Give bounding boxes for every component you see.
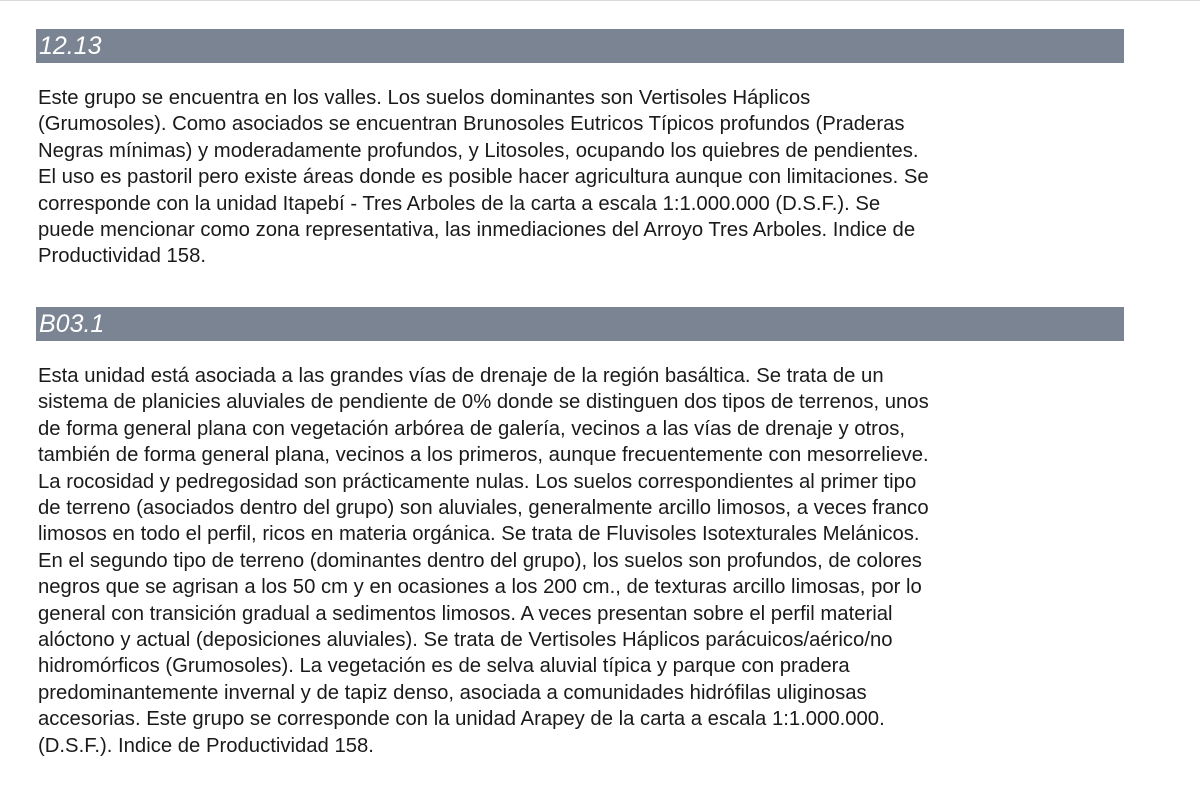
text-line: (D.S.F.). Indice de Productividad 158. <box>38 734 374 757</box>
text-line: de terreno (asociados dentro del grupo) son aluviales, generalmente arcillo limosos, a veces franco <box>38 497 929 520</box>
section-code-label: 12.13 <box>39 32 102 60</box>
text-line: alóctono y actual (deposiciones aluviales). Se trata de Vertisoles Háplicos parácuicos/aérico/no <box>38 629 893 652</box>
text-line: En el segundo tipo de terreno (dominantes dentro del grupo), los suelos son profundos, de colores <box>38 549 922 572</box>
section-header-bar <box>36 29 1124 63</box>
section-code-label: B03.1 <box>39 310 105 338</box>
section-description <box>38 363 1138 759</box>
text-line: (Grumosoles). Como asociados se encuentran Brunosoles Eutricos Típicos profundos (Praderas <box>38 113 905 136</box>
section-header-bar <box>36 307 1124 341</box>
text-line: Este grupo se encuentra en los valles. Los suelos dominantes son Vertisoles Háplicos <box>38 87 811 109</box>
text-line: El uso es pastoril pero existe áreas donde es posible hacer agricultura aunque con limitaciones. Se <box>38 166 929 189</box>
text-line: accesorias. Este grupo se corresponde con la unidad Arapey de la carta a escala 1:1.000.000. <box>38 708 885 731</box>
section-description <box>38 85 1138 270</box>
text-line: sistema de planicies aluviales de pendiente de 0% donde se distinguen dos tipos de terrenos, unos <box>38 391 929 414</box>
text-line: limosos en todo el perfil, ricos en materia orgánica. Se trata de Fluvisoles Isotexturales Melánicos. <box>38 523 920 546</box>
text-line: general con transición gradual a sedimentos limosos. A veces presentan sobre el perfil material <box>38 602 893 625</box>
text-line: corresponde con la unidad Itapebí - Tres Arboles de la carta a escala 1:1.000.000 (D.S.F.). Se <box>38 192 881 215</box>
text-line: también de forma general plana, vecinos a los primeros, aunque frecuentemente con mesorrelieve. <box>38 444 929 467</box>
text-line: negros que se agrisan a los 50 cm y en ocasiones a los 200 cm., de texturas arcillo limosas, por lo <box>38 576 922 599</box>
text-line: de forma general plana con vegetación arbórea de galería, vecinos a las vías de drenaje y otros, <box>38 417 905 440</box>
text-line: hidromórficos (Grumosoles). La vegetación es de selva aluvial típica y parque con pradera <box>38 655 850 678</box>
text-line: Productividad 158. <box>38 245 206 268</box>
text-line: puede mencionar como zona representativa, las inmediaciones del Arroyo Tres Arboles. Indice de <box>38 219 916 242</box>
text-line: predominantemente invernal y de tapiz denso, asociada a comunidades hidrófilas uliginosas <box>38 681 867 704</box>
text-line: Esta unidad está asociada a las grandes vías de drenaje de la región basáltica. Se trata de un <box>38 365 884 387</box>
text-line: Negras mínimas) y moderadamente profundos, y Litosoles, ocupando los quiebres de pendientes. <box>38 139 919 162</box>
text-line: La rocosidad y pedregosidad son prácticamente nulas. Los suelos correspondientes al primer tipo <box>38 470 917 493</box>
